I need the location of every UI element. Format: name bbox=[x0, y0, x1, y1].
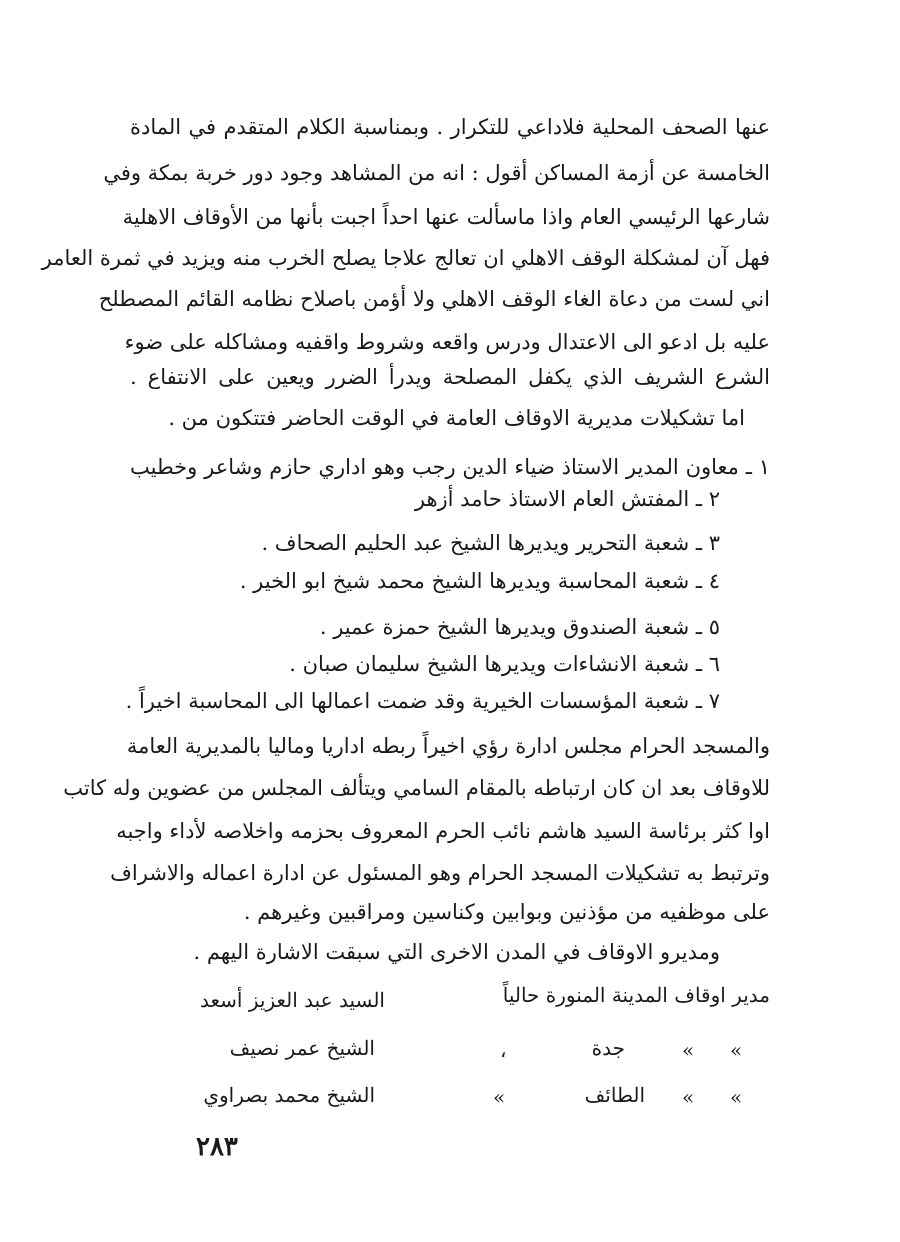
paragraph1-line-1: عنها الصحف المحلية فلاداعي للتكرار . وبمناسبة الكلام المتقدم في المادة bbox=[130, 115, 770, 139]
ditto-mark-1b: « bbox=[682, 1038, 695, 1062]
jeddah-city: جدة bbox=[591, 1036, 625, 1060]
list-item-3: ٣ ـ شعبة التحرير ويديرها الشيخ عبد الحليم الصحاف . bbox=[261, 531, 720, 555]
paragraph2-line-2: للاوقاف بعد ان كان ارتباطه بالمقام السامي ويتألف المجلس من عضوين وله كاتب bbox=[63, 776, 770, 800]
list-item-1: ١ ـ معاون المدير الاستاذ ضياء الدين رجب وهو اداري حازم وشاعر وخطيب bbox=[130, 455, 770, 479]
paragraph2-line-1: والمسجد الحرام مجلس ادارة رؤي اخيراً ربطه اداريا وماليا بالمديرية العامة bbox=[126, 734, 770, 758]
paragraph1-line-3: شارعها الرئيسي العام واذا ماسألت عنها احداً اجبت بأنها من الأوقاف الاهلية bbox=[122, 205, 770, 229]
madinah-director-name: السيد عبد العزيز أسعد bbox=[200, 988, 385, 1012]
ditto-mark-1a: « bbox=[730, 1038, 743, 1062]
page-number: ٢٨٣ bbox=[196, 1132, 238, 1162]
paragraph1-line-4: فهل آن لمشكلة الوقف الاهلي ان تعالج علاجا يصلح الخرب منه ويزيد في ثمرة العامر bbox=[41, 246, 770, 270]
madinah-director-title: مدير اوقاف المدينة المنورة حالياً bbox=[502, 983, 770, 1007]
paragraph1-line-6: عليه بل ادعو الى الاعتدال ودرس واقعه وشروط واقفيه ومشاكله على ضوء bbox=[124, 330, 770, 354]
taif-city: الطائف bbox=[584, 1083, 645, 1107]
paragraph1-line-2: الخامسة عن أزمة المساكن أقول : انه من المشاهد وجود دور خربة بمكة وفي bbox=[103, 161, 770, 185]
list-item-4: ٤ ـ شعبة المحاسبة ويديرها الشيخ محمد شيخ ابو الخير . bbox=[239, 569, 720, 593]
paragraph3: ومديرو الاوقاف في المدن الاخرى التي سبقت الاشارة اليهم . bbox=[193, 940, 720, 964]
list-item-2: ٢ ـ المفتش العام الاستاذ حامد أزهر bbox=[414, 487, 720, 511]
comma-ditto-1: ، bbox=[500, 1038, 507, 1062]
ditto-mark-2b: « bbox=[682, 1085, 695, 1109]
list-item-5: ٥ ـ شعبة الصندوق ويديرها الشيخ حمزة عمير . bbox=[319, 615, 720, 639]
paragraph1-line-5: اني لست من دعاة الغاء الوقف الاهلي ولا أؤمن باصلاح نظامه القائم المصطلح bbox=[98, 287, 770, 311]
list-item-6: ٦ ـ شعبة الانشاءات ويديرها الشيخ سليمان صبان . bbox=[289, 652, 720, 676]
ditto-mark-2a: « bbox=[730, 1085, 743, 1109]
ditto-mark-2c: « bbox=[493, 1085, 506, 1109]
paragraph2-line-3: اوا كثر برئاسة السيد هاشم نائب الحرم المعروف بحزمه واخلاصه لأداء واجبه bbox=[116, 819, 770, 843]
paragraph2-line-4: وترتبط به تشكيلات المسجد الحرام وهو المسئول عن ادارة اعماله والاشراف bbox=[110, 861, 770, 885]
structure-intro: اما تشكيلات مديرية الاوقاف العامة في الوقت الحاضر فتتكون من . bbox=[168, 406, 745, 430]
jeddah-director-name: الشيخ عمر نصيف bbox=[229, 1036, 375, 1060]
paragraph2-line-5: على موظفيه من مؤذنين وبوابين وكناسين ومراقبين وغيرهم . bbox=[243, 900, 770, 924]
list-item-7: ٧ ـ شعبة المؤسسات الخيرية وقد ضمت اعمالها الى المحاسبة اخيراً . bbox=[125, 689, 720, 713]
paragraph1-line-7: الشرع الشريف الذي يكفل المصلحة ويدرأ الضرر ويعين على الانتفاع . bbox=[130, 365, 770, 389]
taif-director-name: الشيخ محمد بصراوي bbox=[203, 1083, 375, 1107]
